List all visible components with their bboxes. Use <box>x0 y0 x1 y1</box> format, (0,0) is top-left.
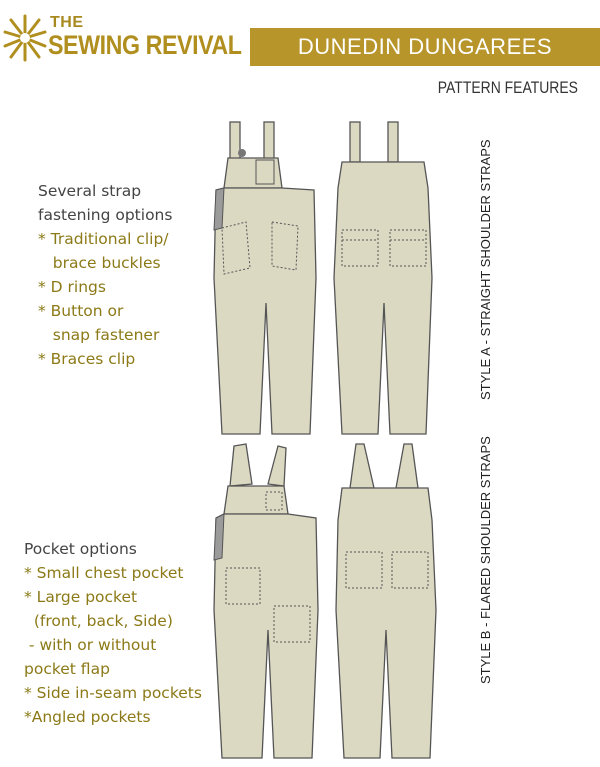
strap-fastening-notes <box>38 179 172 371</box>
pocket-option-notes <box>24 537 202 729</box>
strap-note-item: * Braces clip <box>38 350 136 368</box>
logo-text-the: THE <box>50 14 84 31</box>
pocket-note-item: * Small chest pocket <box>24 564 184 582</box>
page-title: DUNEDIN DUNGAREES <box>297 34 553 59</box>
strap-note-item: brace buckles <box>38 254 161 272</box>
strap-note-item: snap fastener <box>38 326 160 344</box>
pocket-note-item: pocket flap <box>24 660 110 678</box>
pocket-note-item: * Side in-seam pockets <box>24 684 202 702</box>
strap-notes-heading-2: fastening options <box>38 206 173 224</box>
strap-note-item: * Traditional clip/ <box>38 230 169 248</box>
pocket-note-item: (front, back, Side) <box>24 612 173 630</box>
logo-text-name: SEWING REVIVAL <box>48 30 242 60</box>
style-b-back-illustration <box>330 440 440 760</box>
style-a-back-illustration <box>328 118 438 436</box>
style-b-front-illustration <box>212 440 327 760</box>
strap-note-item: * Button or <box>38 302 124 320</box>
style-a-label: STYLE A - STRAIGHT SHOULDER STRAPS <box>478 139 493 400</box>
pocket-note-item: - with or without <box>24 636 157 654</box>
strap-notes-heading-1: Several strap <box>38 182 142 200</box>
style-a-front-illustration <box>210 118 325 436</box>
pocket-note-item: * Large pocket <box>24 588 138 606</box>
style-b-label: STYLE B - FLARED SHOULDER STRAPS <box>478 436 493 684</box>
strap-note-item: * D rings <box>38 278 106 296</box>
sun-burst-icon <box>2 12 48 62</box>
page-subtitle: PATTERN FEATURES <box>437 78 578 97</box>
title-banner <box>250 28 600 66</box>
pocket-note-item: *Angled pockets <box>24 708 151 726</box>
pocket-notes-heading: Pocket options <box>24 540 137 558</box>
